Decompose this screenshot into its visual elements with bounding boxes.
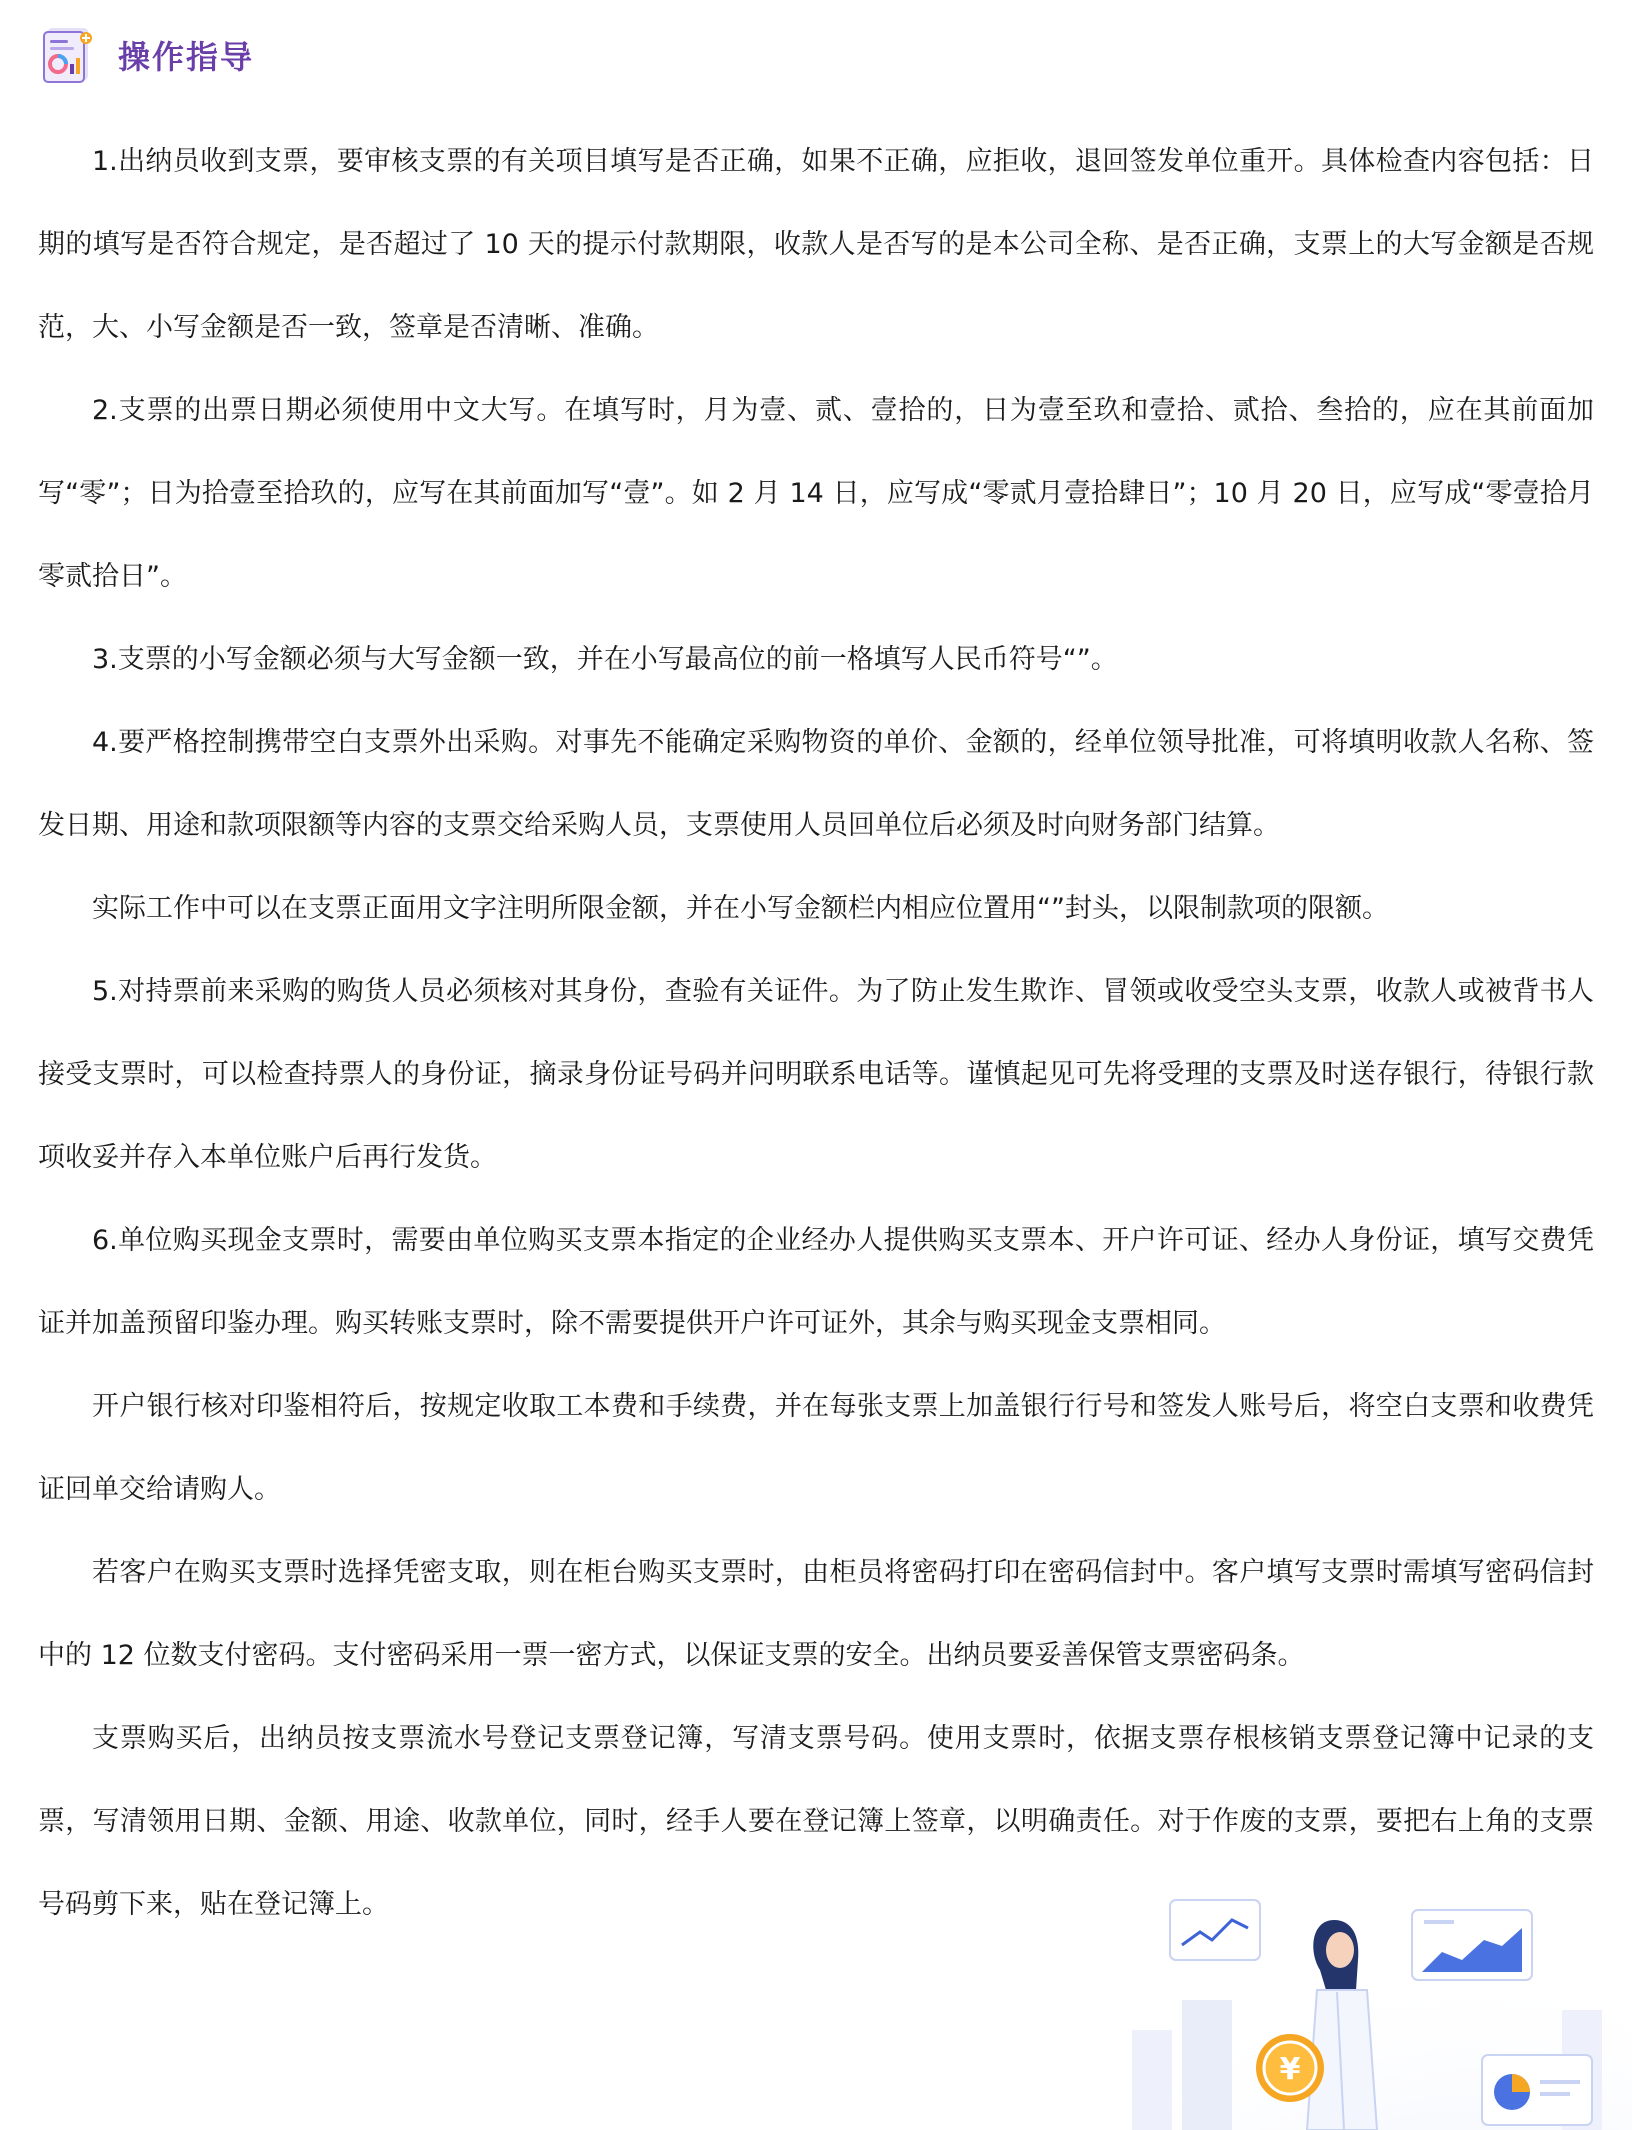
- paragraph-4-note: 实际工作中可以在支票正面用文字注明所限金额，并在小写金额栏内相应位置用“”封头，以限制款项的限额。: [92, 893, 1389, 924]
- section-header: [38, 20, 254, 90]
- paragraph-3: 3.支票的小写金额必须与大写金额一致，并在小写最高位的前一格填写人民币符号“”。: [92, 644, 1118, 675]
- finance-woman-illustration: [1112, 1880, 1632, 2130]
- paragraph-4: 4.要严格控制携带空白支票外出采购。对事先不能确定采购物资的单价、金额的，经单位领导批准，可将填明收款人名称、签发日期、用途和款项限额等内容的支票交给采购人员，支票使用人员回单位后必须及时向财务部门结算。: [38, 727, 1594, 841]
- paragraph-1: 1.出纳员收到支票，要审核支票的有关项目填写是否正确，如果不正确，应拒收，退回签发单位重开。具体检查内容包括：日期的填写是否符合规定，是否超过了 10 天的提示付款期限，收款人是否写的是本公司全称、是否正确，支票上的大写金额是否规范，大、小写金额是否一致，签章是否清晰、准确。: [38, 146, 1594, 343]
- page-title: 操作指导: [118, 38, 255, 76]
- paragraph-6-register: 支票购买后，出纳员按支票流水号登记支票登记簿，写清支票号码。使用支票时，依据支票存根核销支票登记簿中记录的支票，写清领用日期、金额、用途、收款单位，同时，经手人要在登记簿上签章，以明确责任。对于作废的支票，要把右上角的支票号码剪下来，贴在登记簿上。: [38, 1723, 1594, 1920]
- paragraph-6-password: 若客户在购买支票时选择凭密支取，则在柜台购买支票时，由柜员将密码打印在密码信封中。客户填写支票时需填写密码信封中的 12 位数支付密码。支付密码采用一票一密方式，以保证支票的安全。出纳员要妥善保管支票密码条。: [38, 1557, 1594, 1671]
- paragraph-6-bank: 开户银行核对印鉴相符后，按规定收取工本费和手续费，并在每张支票上加盖银行行号和签发人账号后，将空白支票和收费凭证回单交给请购人。: [38, 1391, 1594, 1505]
- svg-text:¥: ¥: [1279, 2052, 1301, 2087]
- paragraph-2: 2.支票的出票日期必须使用中文大写。在填写时，月为壹、贰、壹拾的，日为壹至玖和壹拾、贰拾、叁拾的，应在其前面加写“零”；日为拾壹至拾玖的，应写在其前面加写“壹”。如 2 月 14 日，应写成“零贰月壹拾肆日”；10 月 20 日，应写成“零壹拾月零贰拾日”。: [38, 395, 1594, 592]
- report-chart-icon: [38, 24, 100, 86]
- line-chart-card: [1170, 1900, 1260, 1960]
- coin-icon: [1256, 2034, 1324, 2102]
- document-body: [38, 120, 1594, 1946]
- paragraph-6: 6.单位购买现金支票时，需要由单位购买支票本指定的企业经办人提供购买支票本、开户许可证、经办人身份证，填写交费凭证并加盖预留印鉴办理。购买转账支票时，除不需要提供开户许可证外，其余与购买现金支票相同。: [38, 1225, 1594, 1339]
- paragraph-5: 5.对持票前来采购的购货人员必须核对其身份，查验有关证件。为了防止发生欺诈、冒领或收受空头支票，收款人或被背书人接受支票时，可以检查持票人的身份证，摘录身份证号码并问明联系电话等。谨慎起见可先将受理的支票及时送存银行，待银行款项收妥并存入本单位账户后再行发货。: [38, 976, 1594, 1173]
